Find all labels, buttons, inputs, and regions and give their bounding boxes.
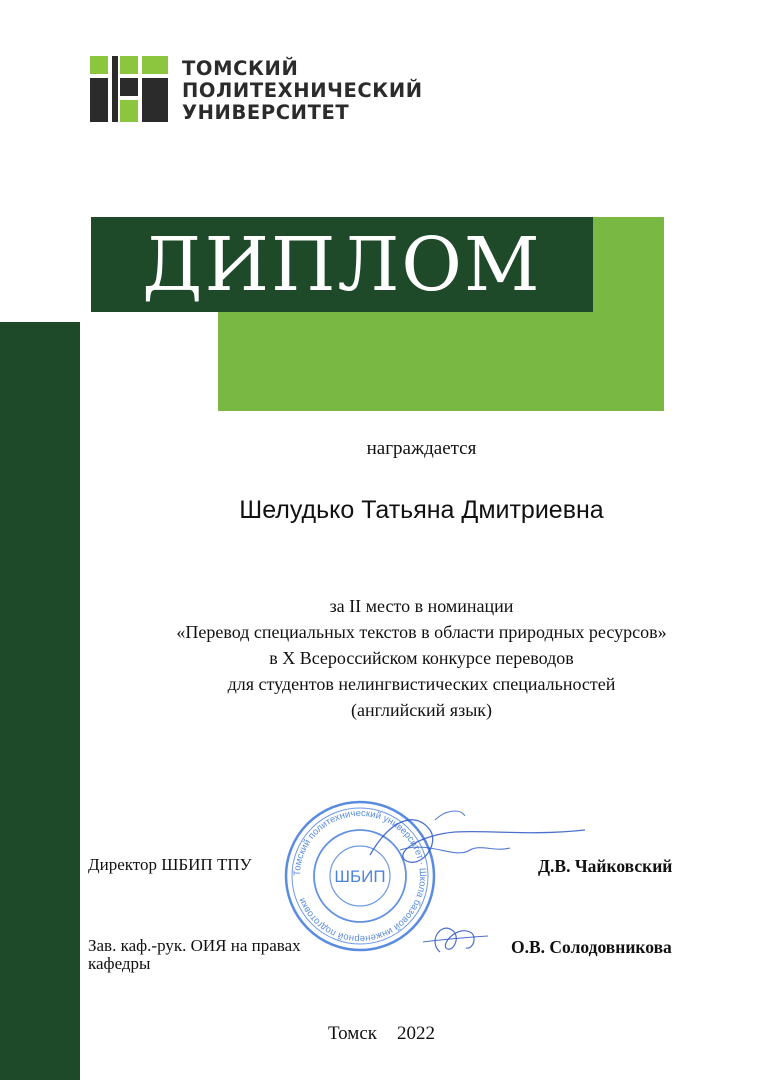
svg-text:ШБИП: ШБИП xyxy=(334,867,386,886)
university-name-line1: ТОМСКИЙ xyxy=(182,57,299,80)
reason-line3: в X Всероссийском конкурсе переводов xyxy=(269,648,574,668)
signatory-role-director: Директор ШБИП ТПУ xyxy=(88,855,252,874)
signatory-name-director: Д.В. Чайковский xyxy=(538,856,673,876)
reason-line4: для студентов нелингвистических специальностей xyxy=(227,674,616,694)
recipient-name: Шелудько Татьяна Дмитриевна xyxy=(239,496,604,524)
diploma-title: ДИПЛОМ xyxy=(142,221,542,308)
left-decor-bar xyxy=(0,322,80,1080)
university-name xyxy=(182,58,423,124)
signature-solodovnikova xyxy=(418,912,498,962)
footer-city: Томск xyxy=(327,1023,377,1044)
footer-year: 2022 xyxy=(397,1023,435,1044)
svg-text:Томский политехнический универ: Томский политехнический университет · Школа базовой инженерной подготовки xyxy=(291,807,429,945)
footer-place-date xyxy=(0,1023,763,1045)
signatory-role-head-line1: Зав. каф.-рук. ОИЯ на правах xyxy=(88,936,301,955)
signatory-name-head: О.В. Солодовникова xyxy=(511,937,672,957)
award-reason xyxy=(80,593,763,723)
university-name-line3: УНИВЕРСИТЕТ xyxy=(182,101,350,124)
signatory-role-head-line2: кафедры xyxy=(88,954,151,973)
reason-line5: (английский язык) xyxy=(350,700,493,720)
awarded-text: награждается xyxy=(366,438,477,459)
reason-line2: «Перевод специальных текстов в области природных ресурсов» xyxy=(176,622,667,642)
reason-line1: за II место в номинации xyxy=(329,596,514,616)
signatory-role-head xyxy=(88,937,301,973)
university-name-line2: ПОЛИТЕХНИЧЕСКИЙ xyxy=(182,79,423,102)
tpu-logo-icon xyxy=(90,56,168,122)
